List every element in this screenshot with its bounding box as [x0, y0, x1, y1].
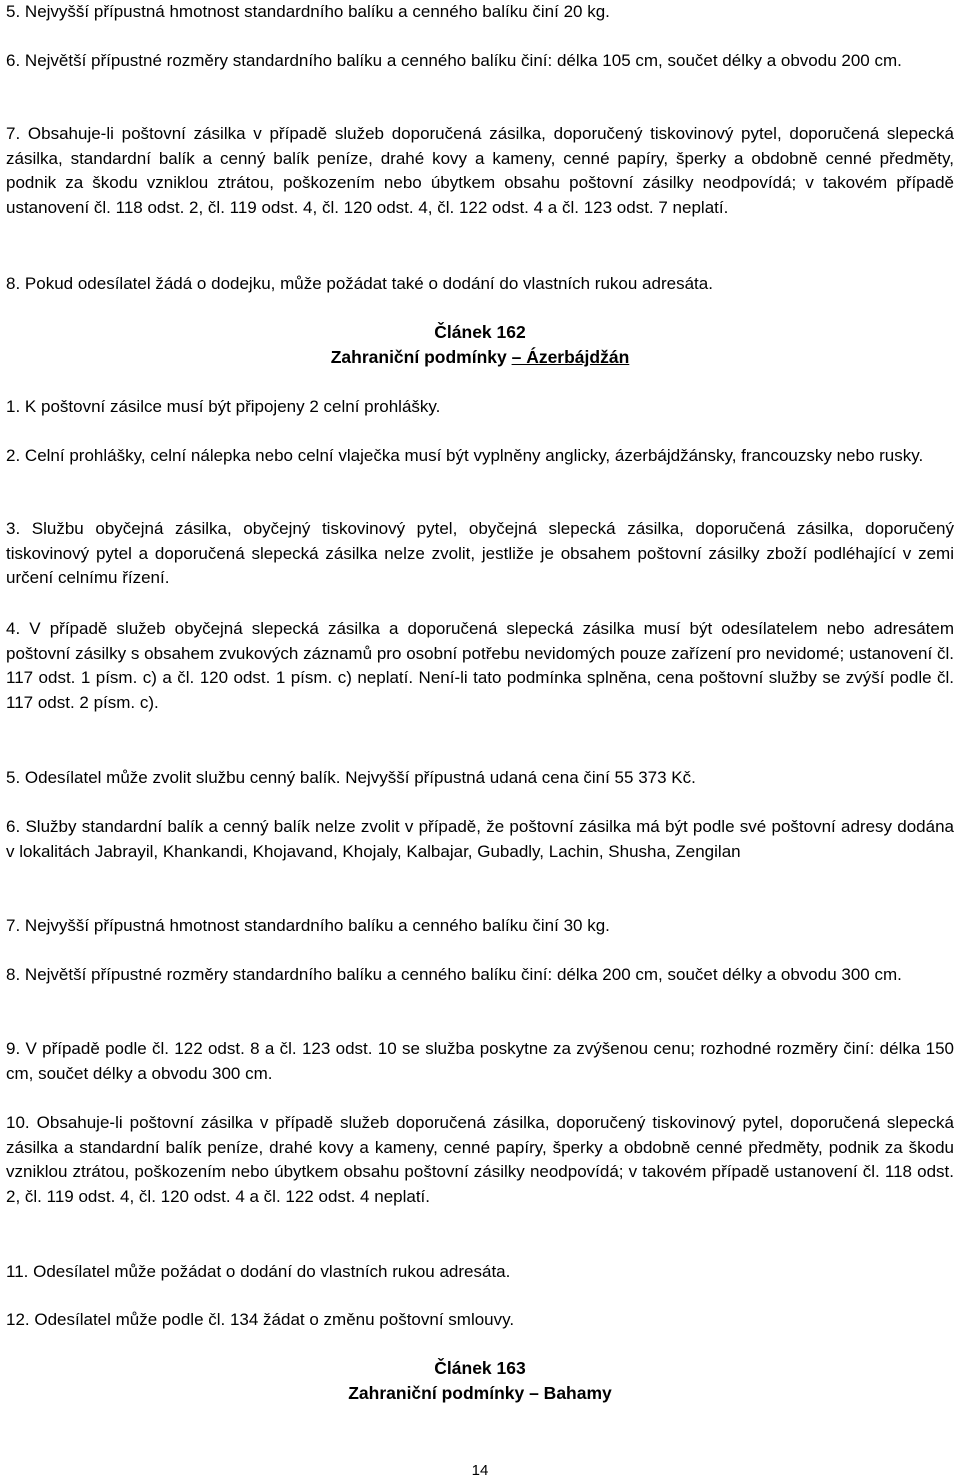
paragraph-number: 7. — [6, 916, 21, 935]
paragraph-text: Službu obyčejná zásilka, obyčejný tiskovinový pytel, obyčejná slepecká zásilka, doporučená zásilka, doporučený tiskovinový pytel a doporučená slepecká zásilka nelze zvolit, jestliže je obsahem poštovní zásilky zboží podléhající v zemi určení celnímu řízení. — [6, 519, 954, 587]
paragraph-text: Největší přípustné rozměry standardního balíku a cenného balíku činí: délka 200 cm, součet délky a obvodu 300 cm. — [24, 965, 902, 984]
paragraph-number: 8. — [6, 274, 21, 293]
paragraph-text: Odesílatel může podle čl. 134 žádat o změnu poštovní smlouvy. — [34, 1310, 515, 1329]
paragraph-162-2 — [6, 444, 954, 469]
article-162-title: Článek 162 — [434, 322, 526, 342]
paragraph-162-1 — [6, 395, 954, 420]
paragraph-text: V případě služeb obyčejná slepecká zásilka a doporučená slepecká zásilka musí být odesílatelem nebo adresátem poštovní zásilky s obsahem zvukových záznamů pro osobní potřebu nevidomých pouze zařízení pro nevidomé; ustanovení čl. 117 odst. 1 písm. c) a čl. 120 odst. 1 písm. c) neplatí. Není-li tato podmínka splněna, cena poštovní služby se zvýší podle čl. 117 odst. 2 písm. c). — [6, 619, 954, 712]
paragraph-number: 1. — [6, 397, 21, 416]
article-162-subtitle — [0, 345, 960, 370]
paragraph-number: 9. — [6, 1039, 21, 1058]
paragraph-number: 11. — [6, 1262, 29, 1281]
paragraph-text: Nejvyšší přípustná hmotnost standardního balíku a cenného balíku činí 30 kg. — [24, 916, 610, 935]
paragraph-6 — [6, 49, 954, 74]
paragraph-text: Celní prohlášky, celní nálepka nebo celní vlaječka musí být vyplněny anglicky, ázerbájdžánsky, francouzsky nebo rusky. — [24, 446, 924, 465]
article-163-subtitle: Zahraniční podmínky – Bahamy — [348, 1383, 612, 1403]
paragraph-162-6 — [6, 815, 954, 864]
article-162-subtitle-prefix: Zahraniční podmínky — [330, 347, 512, 367]
paragraph-number: 4. — [6, 619, 21, 638]
paragraph-162-4 — [6, 617, 954, 715]
paragraph-162-8 — [6, 963, 954, 988]
paragraph-text: Obsahuje-li poštovní zásilka v případě služeb doporučená zásilka, doporučený tiskovinový pytel, doporučená slepecká zásilka a standardní balík peníze, drahé kovy a kameny, cenné papíry, šperky a obdobně cenné předměty, podnik za škodu vzniklou ztrátou, poškozením nebo úbytkem obsahu poštovní zásilky neodpovídá; v takovém případě ustanovení čl. 118 odst. 2, čl. 119 odst. 4, čl. 120 odst. 4 a čl. 122 odst. 4 neplatí. — [6, 1113, 954, 1206]
paragraph-text: Obsahuje-li poštovní zásilka v případě služeb doporučená zásilka, doporučený tiskovinový pytel, doporučená slepecká zásilka, standardní balík a cenný balík peníze, drahé kovy a kameny, cenné papíry, šperky a obdobně cenné předměty, podnik za škodu vzniklou ztrátou, poškozením nebo úbytkem obsahu poštovní zásilky neodpovídá; v takovém případě ustanovení čl. 118 odst. 2, čl. 119 odst. 4, čl. 120 odst. 4, čl. 122 odst. 4 a čl. 123 odst. 7 neplatí. — [6, 124, 954, 217]
page-number: 14 — [471, 1462, 489, 1479]
paragraph-text: Služby standardní balík a cenný balík nelze zvolit v případě, že poštovní zásilka má být podle své poštovní adresy dodána v lokalitách Jabrayil, Khankandi, Khojavand, Khojaly, Kalbajar, Gubadly, Lachin, Shusha, Zengilan — [6, 817, 955, 861]
paragraph-number: 6. — [6, 817, 21, 836]
paragraph-162-5 — [6, 766, 954, 791]
paragraph-number: 12. — [6, 1310, 30, 1329]
paragraph-162-9 — [6, 1037, 954, 1086]
paragraph-text: Největší přípustné rozměry standardního balíku a cenného balíku činí: délka 105 cm, součet délky a obvodu 200 cm. — [24, 51, 902, 70]
paragraph-162-7 — [6, 914, 954, 939]
paragraph-text: Pokud odesílatel žádá o dodejku, může požádat také o dodání do vlastních rukou adresáta. — [24, 274, 713, 293]
paragraph-number: 10. — [6, 1113, 30, 1132]
paragraph-text: K poštovní zásilce musí být připojeny 2 celní prohlášky. — [24, 397, 441, 416]
paragraph-162-3 — [6, 517, 954, 591]
paragraph-number: 8. — [6, 965, 21, 984]
paragraph-162-11 — [6, 1260, 954, 1285]
paragraph-number: 5. — [6, 768, 21, 787]
paragraph-text: Odesílatel může požádat o dodání do vlastních rukou adresáta. — [33, 1262, 511, 1281]
paragraph-8 — [6, 272, 954, 297]
paragraph-number: 2. — [6, 446, 21, 465]
paragraph-7 — [6, 122, 954, 220]
article-163-title: Článek 163 — [434, 1358, 526, 1378]
paragraph-162-10 — [6, 1111, 954, 1209]
paragraph-text: Odesílatel může zvolit službu cenný balík. Nejvyšší přípustná udaná cena činí 55 373 Kč. — [24, 768, 696, 787]
paragraph-number: 6. — [6, 51, 21, 70]
paragraph-5 — [6, 0, 954, 25]
paragraph-number: 5. — [6, 2, 21, 21]
paragraph-162-12 — [6, 1308, 954, 1333]
paragraph-text: Nejvyšší přípustná hmotnost standardního balíku a cenného balíku činí 20 kg. — [24, 2, 610, 21]
paragraph-number: 7. — [6, 124, 21, 143]
paragraph-text: V případě podle čl. 122 odst. 8 a čl. 123 odst. 10 se služba poskytne za zvýšenou cenu; rozhodné rozměry činí: délka 150 cm, součet délky a obvodu 300 cm. — [6, 1039, 954, 1083]
article-162-subtitle-country: – Ázerbájdžán — [511, 347, 630, 367]
paragraph-number: 3. — [6, 519, 21, 538]
